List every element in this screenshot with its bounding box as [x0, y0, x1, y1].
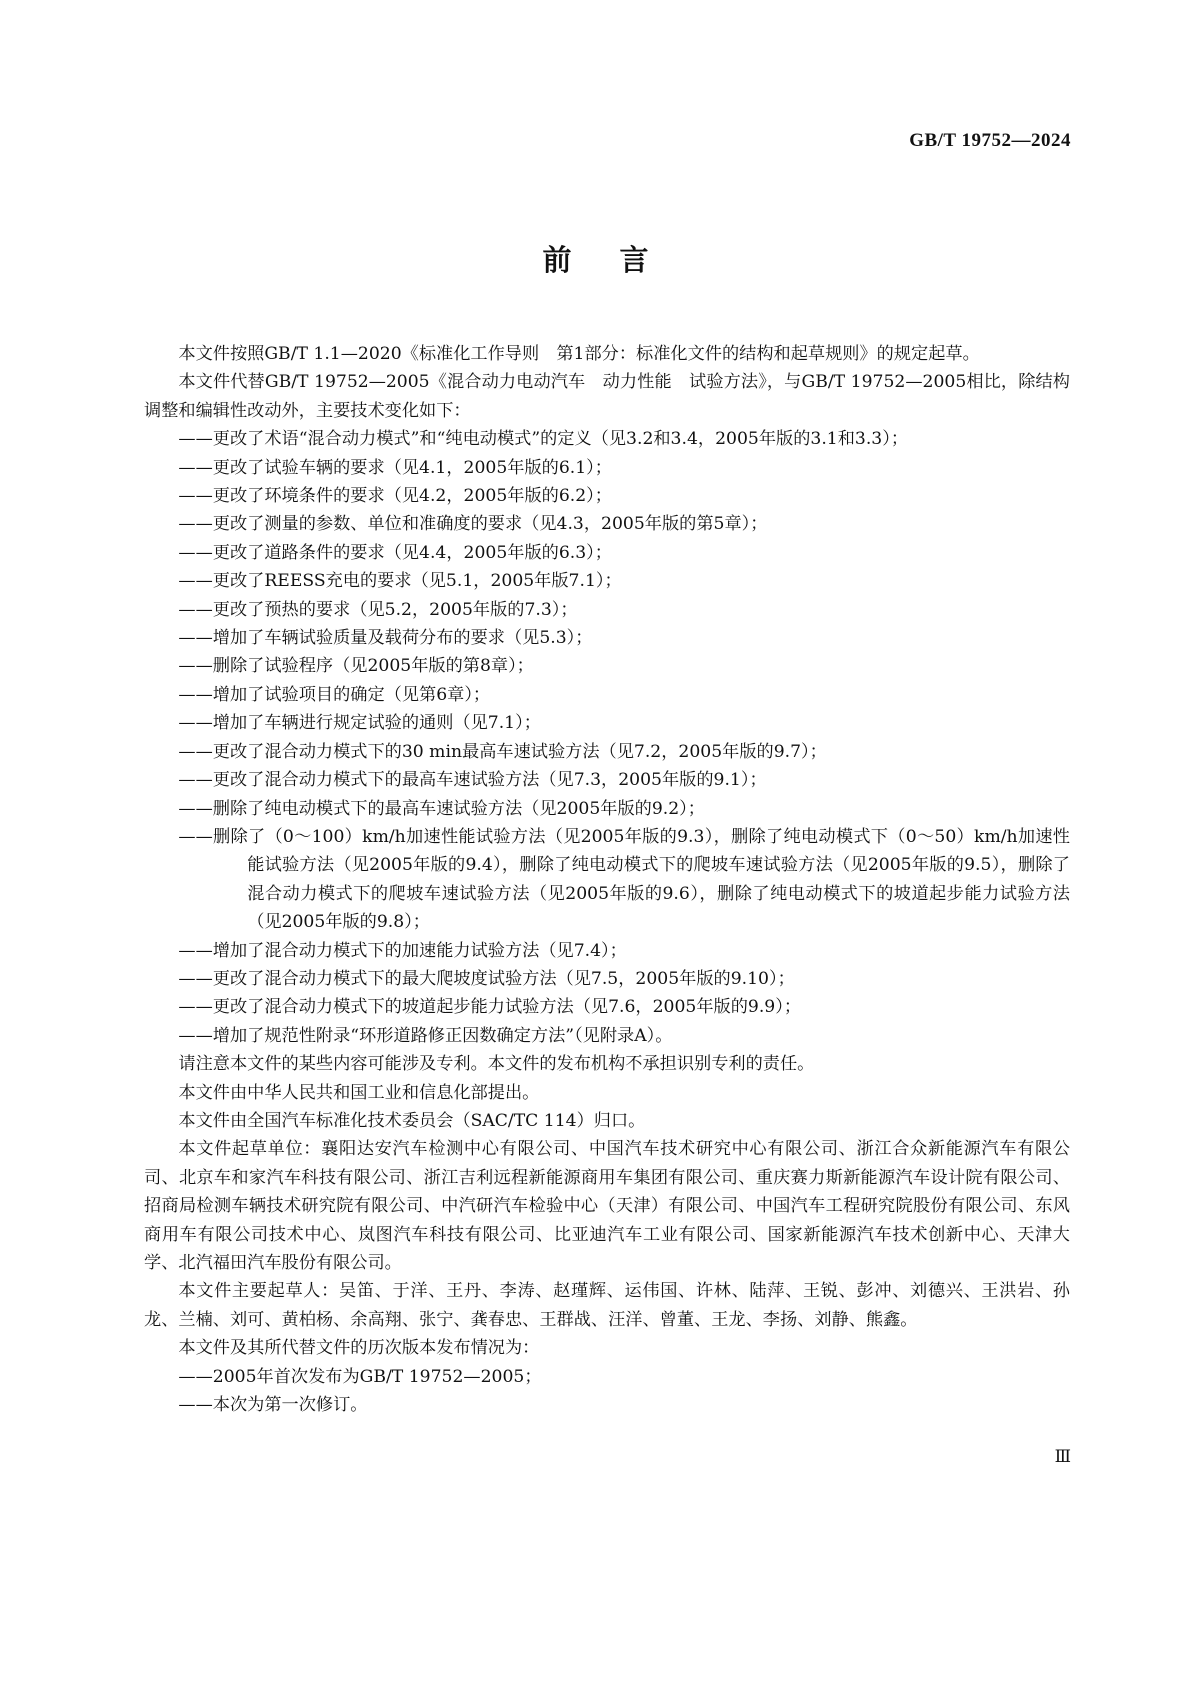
change-item: ——更改了道路条件的要求（见4.4，2005年版的6.3）；: [178, 542, 612, 563]
document-body: [144, 340, 1070, 1419]
change-item: ——删除了（0～100）km/h加速性能试验方法（见2005年版的9.3），删除了纯电动模式下（0～50）km/h加速性能试验方法（见2005年版的9.4），删除了纯电动模式下的爬坡车速试验方法（见2005年版的9.5），删除了混合动力模式下的爬坡车速试验方法（见2005年版的9.6），删除了纯电动模式下的坡道起步能力试验方法（见2005年版的9.8）；: [178, 826, 1070, 933]
change-item: ——删除了纯电动模式下的最高车速试验方法（见2005年版的9.2）；: [178, 798, 705, 819]
version-history-list: [144, 1363, 1070, 1420]
change-item: ——更改了混合动力模式下的最大爬坡度试验方法（见7.5，2005年版的9.10）；: [178, 968, 795, 989]
paragraph-patent-notice: 请注意本文件的某些内容可能涉及专利。本文件的发布机构不承担识别专利的责任。: [178, 1054, 815, 1075]
change-item: ——更改了混合动力模式下的30 min最高车速试验方法（见7.2，2005年版的9.7）；: [178, 741, 827, 762]
paragraph-replacement-note: 本文件代替GB/T 19752—2005《混合动力电动汽车 动力性能 试验方法》，与GB/T 19752—2005相比，除结构调整和编辑性改动外，主要技术变化如下：: [144, 372, 1070, 421]
paragraph-drafters: 本文件主要起草人：吴笛、于洋、王丹、李涛、赵瑾辉、运伟国、许林、陆萍、王锐、彭冲、刘德兴、王洪岩、孙龙、兰楠、刘可、黄柏杨、余高翔、张宁、龚春忠、王群战、汪洋、曾董、王龙、李扬、刘静、熊鑫。: [144, 1281, 1070, 1330]
change-item: ——增加了车辆进行规定试验的通则（见7.1）；: [178, 713, 541, 734]
change-item: ——删除了试验程序（见2005年版的第8章）；: [178, 656, 534, 677]
technical-changes-list: [144, 425, 1070, 1050]
change-item: ——更改了术语“混合动力模式”和“纯电动模式”的定义（见3.2和3.4，2005年版的3.1和3.3）；: [178, 429, 909, 450]
change-item: ——增加了规范性附录“环形道路修正因数确定方法”（见附录A）。: [178, 1025, 673, 1046]
paragraph-committee: 本文件由全国汽车标准化技术委员会（SAC/TC 114）归口。: [178, 1110, 646, 1131]
change-item: ——增加了混合动力模式下的加速能力试验方法（见7.4）；: [178, 940, 627, 961]
paragraph-version-history: 本文件及其所代替文件的历次版本发布情况为：: [178, 1338, 540, 1359]
paragraph-drafting-rule: 本文件按照GB/T 1.1—2020《标准化工作导则 第1部分：标准化文件的结构和起草规则》的规定起草。: [178, 344, 980, 364]
change-item: ——更改了测量的参数、单位和准确度的要求（见4.3，2005年版的第5章）；: [178, 514, 768, 535]
paragraph-proposer: 本文件由中华人民共和国工业和信息化部提出。: [178, 1082, 540, 1103]
page-number: Ⅲ: [1054, 1447, 1071, 1466]
history-item: ——2005年首次发布为GB/T 19752—2005；: [178, 1366, 542, 1387]
change-item: ——增加了试验项目的确定（见第6章）；: [178, 684, 491, 705]
change-item: ——更改了混合动力模式下的坡道起步能力试验方法（见7.6，2005年版的9.9）；: [178, 997, 802, 1018]
change-item: ——更改了预热的要求（见5.2，2005年版的7.3）；: [178, 599, 578, 620]
page-title: 前言: [542, 243, 697, 277]
change-item: ——更改了试验车辆的要求（见4.1，2005年版的6.1）；: [178, 457, 612, 478]
change-item: ——更改了混合动力模式下的最高车速试验方法（见7.3，2005年版的9.1）；: [178, 770, 767, 791]
paragraph-drafting-units: 本文件起草单位：襄阳达安汽车检测中心有限公司、中国汽车技术研究中心有限公司、浙江合众新能源汽车有限公司、北京车和家汽车科技有限公司、浙江吉利远程新能源商用车集团有限公司、重庆赛力斯新能源汽车设计院有限公司、招商局检测车辆技术研究院有限公司、中汽研汽车检验中心（天津）有限公司、中国汽车工程研究院股份有限公司、东风商用车有限公司技术中心、岚图汽车科技有限公司、比亚迪汽车工业有限公司、国家新能源汽车技术创新中心、天津大学、北汽福田汽车股份有限公司。: [144, 1139, 1070, 1273]
history-item: ——本次为第一次修订。: [178, 1395, 368, 1416]
change-item: ——增加了车辆试验质量及载荷分布的要求（见5.3）；: [178, 628, 593, 649]
standard-code: GB/T 19752—2024: [909, 130, 1071, 151]
change-item: ——更改了环境条件的要求（见4.2，2005年版的6.2）；: [178, 486, 612, 507]
change-item: ——更改了REESS充电的要求（见5.1，2005年版7.1）；: [178, 571, 622, 592]
